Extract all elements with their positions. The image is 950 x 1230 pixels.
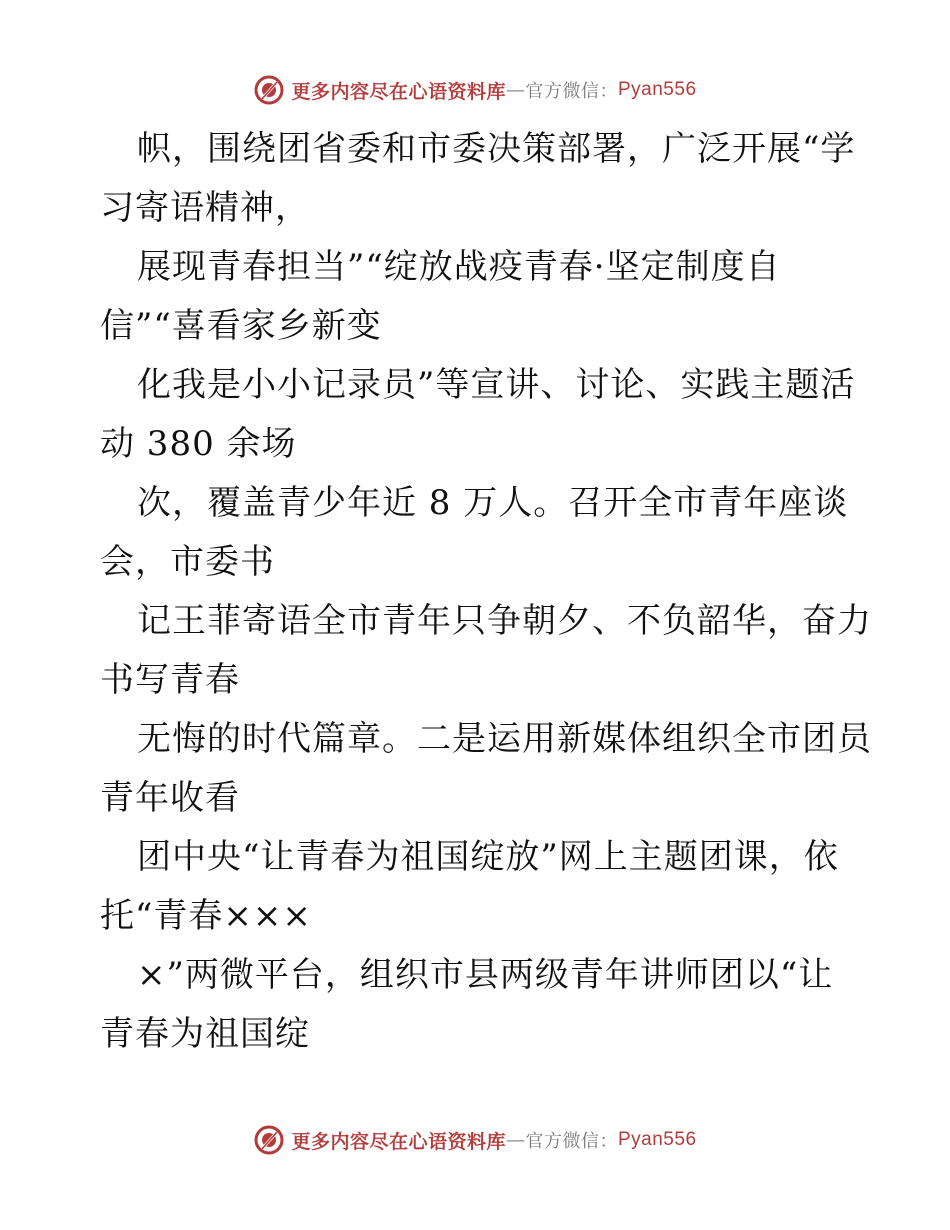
wechat-id: Pyan556 [618,1129,697,1150]
body-line: 展现青春担当”“绽放战疫青春·坚定制度自 [137,247,781,287]
header-banner-text [291,77,696,104]
body-line: 无悔的时代篇章。二是运用新媒体组织全市团员 [137,719,872,759]
body-line: 青年收看 [100,778,240,818]
footer-banner-text [291,1127,696,1154]
site-name: 更多内容尽在心语资料库 [291,1130,506,1153]
logo-icon [253,74,285,106]
footer-banner [0,1120,950,1160]
banner-dash: — [506,1129,526,1151]
body-line: 信”“喜看家乡新变 [100,306,382,346]
body-line: 青春为祖国绽 [100,1014,310,1054]
site-name: 更多内容尽在心语资料库 [291,80,506,103]
body-line: 动 380 余场 [100,424,297,464]
body-line: 书写青春 [100,660,240,700]
document-body [100,120,872,1064]
body-line: 会，市委书 [100,542,275,582]
body-line: 托“青春××× [100,896,312,936]
wechat-id: Pyan556 [618,79,697,100]
body-line: 记王菲寄语全市青年只争朝夕、不负韶华，奋力 [137,601,872,641]
wechat-label: 官方微信： [525,1131,618,1152]
body-line: ×”两微平台，组织市县两级青年讲师团以“让 [137,955,834,995]
body-line: 帜，围绕团省委和市委决策部署，广泛开展“学 [137,129,856,169]
logo-icon [253,1124,285,1156]
body-line: 习寄语精神， [100,188,310,228]
body-line: 次，覆盖青少年近 8 万人。召开全市青年座谈 [137,483,849,523]
banner-dash: — [506,79,526,101]
wechat-label: 官方微信： [525,81,618,102]
body-line: 化我是小小记录员”等宣讲、讨论、实践主题活 [137,365,856,405]
header-banner [0,70,950,110]
body-line: 团中央“让青春为祖国绽放”网上主题团课，依 [137,837,839,877]
